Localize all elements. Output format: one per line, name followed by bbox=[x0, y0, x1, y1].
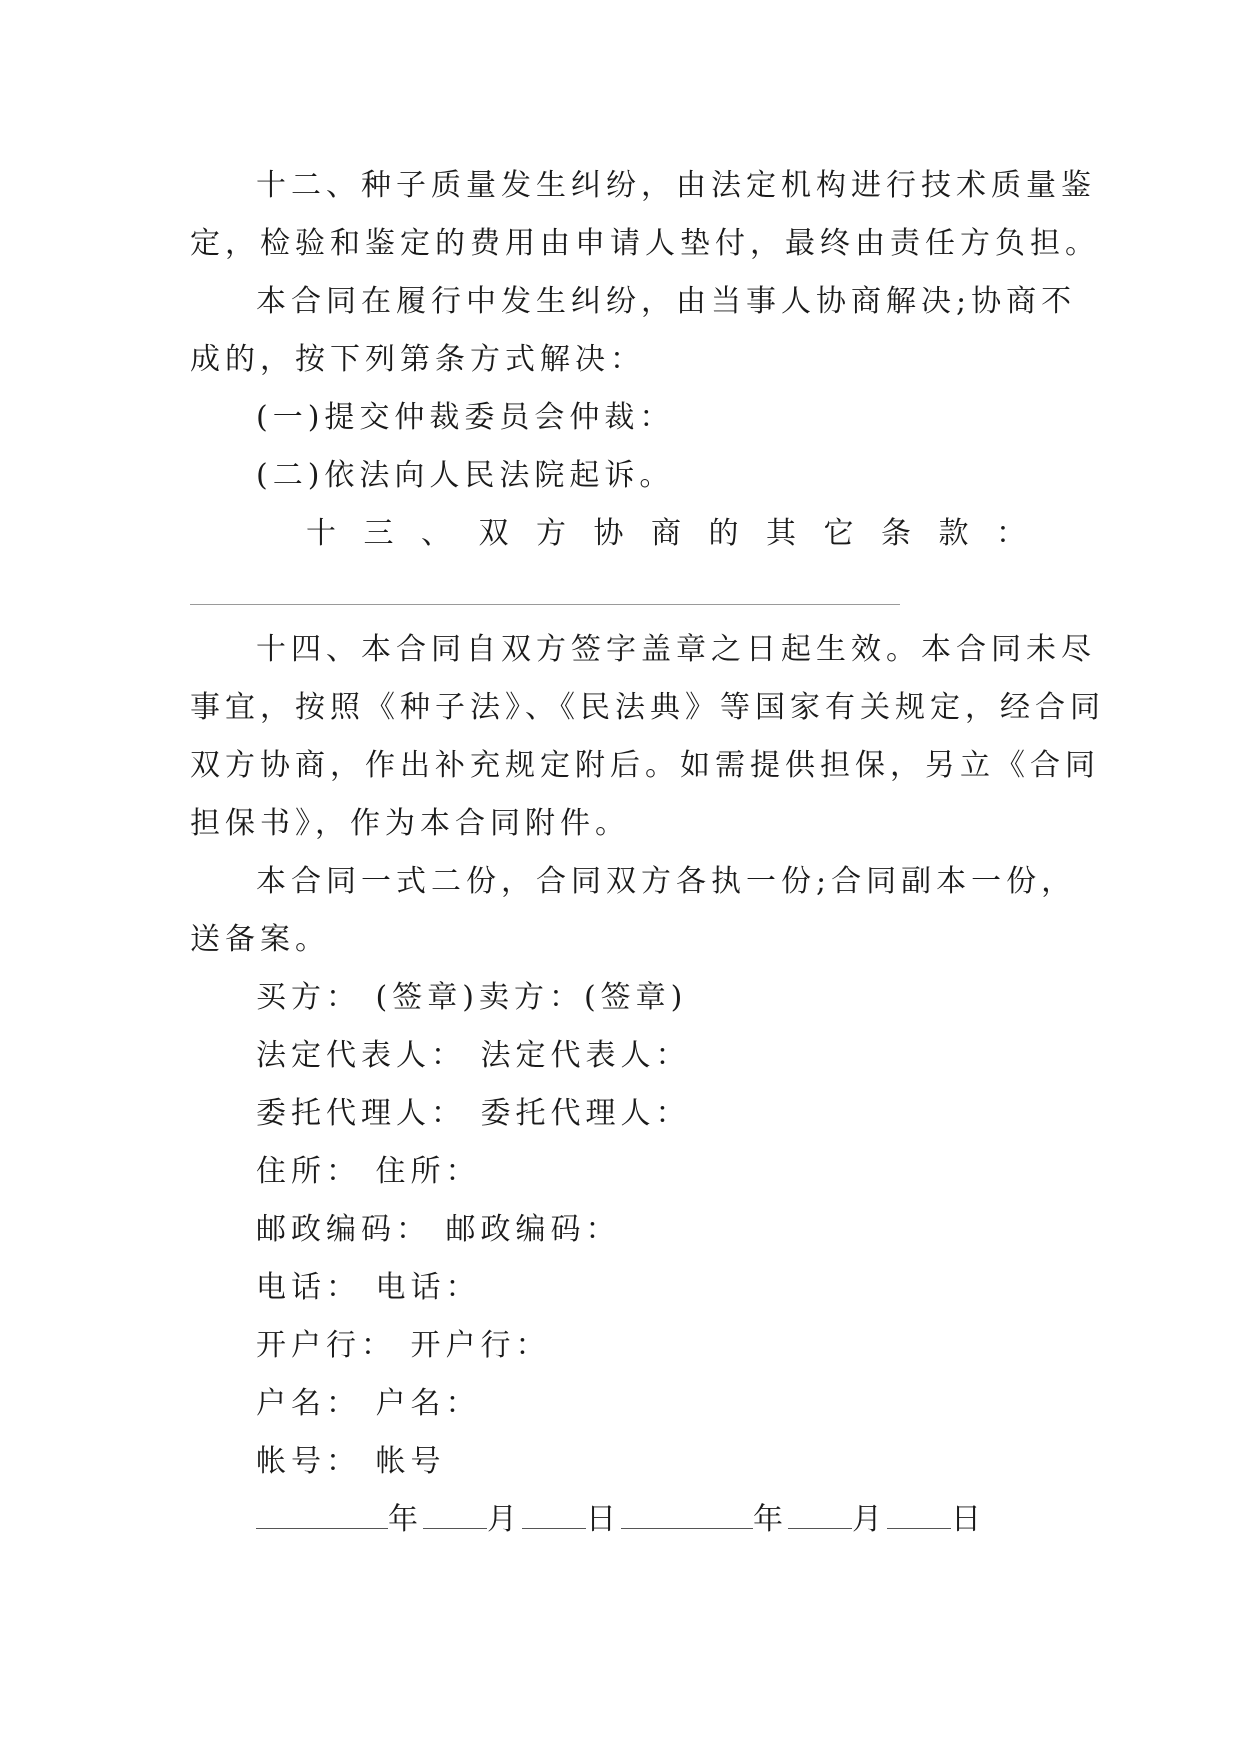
clause-13-char: 、 bbox=[421, 516, 451, 551]
clause-13-char: 双 bbox=[478, 516, 509, 551]
option-arbitration: (一)提交仲裁委员会仲裁： bbox=[256, 400, 675, 435]
year-label: 年 bbox=[388, 1502, 423, 1537]
day-label: 日 bbox=[586, 1502, 621, 1537]
clause-13-char: 它 bbox=[823, 516, 854, 551]
clause-13-char: 其 bbox=[766, 516, 796, 551]
clause-14-line-4: 担保书》，作为本合同附件。 bbox=[190, 806, 630, 841]
date-row bbox=[256, 1500, 1116, 1540]
clause-12-line-1: 十二、种子质量发生纠纷，由法定机构进行技术质量鉴 bbox=[256, 168, 1096, 203]
clause-13-char: 商 bbox=[651, 516, 681, 551]
day-label: 日 bbox=[951, 1502, 986, 1537]
clause-12-line-2: 定，检验和鉴定的费用由申请人垫付，最终由责任方负担。 bbox=[190, 226, 1100, 261]
clause-13-char: 款 bbox=[938, 516, 969, 551]
date-blank bbox=[621, 1500, 753, 1529]
account-number-row: 帐号： 帐号 bbox=[256, 1444, 446, 1479]
dispute-line-2: 成的，按下列第条方式解决： bbox=[190, 342, 645, 377]
phone-row: 电话： 电话： bbox=[256, 1270, 481, 1305]
clause-14-line-2: 事宜，按照《种子法》、《民法典》等国家有关规定，经合同 bbox=[190, 690, 1105, 725]
date-blank bbox=[788, 1500, 852, 1529]
signature-parties: 买方： (签章)卖方：(签章) bbox=[256, 980, 688, 1015]
clause-13-char: 三 bbox=[363, 516, 394, 551]
clause-13-char: 的 bbox=[708, 516, 739, 551]
postcode-row: 邮政编码： 邮政编码： bbox=[256, 1212, 621, 1247]
blank-fill-line bbox=[190, 604, 900, 605]
bank-row: 开户行： 开户行： bbox=[256, 1328, 551, 1363]
date-blank bbox=[522, 1500, 586, 1529]
dispute-line-1: 本合同在履行中发生纠纷，由当事人协商解决;协商不 bbox=[256, 284, 1077, 319]
clause-13-char: 条 bbox=[881, 516, 911, 551]
authorized-agent-row: 委托代理人： 委托代理人： bbox=[256, 1096, 691, 1131]
clause-14-line-1: 十四、本合同自双方签字盖章之日起生效。本合同未尽 bbox=[256, 632, 1096, 667]
account-name-row: 户名： 户名： bbox=[256, 1386, 481, 1421]
clause-13-char: ： bbox=[996, 516, 1026, 551]
copies-line-1: 本合同一式二份，合同双方各执一份;合同副本一份， bbox=[256, 864, 1077, 899]
month-label: 月 bbox=[487, 1502, 522, 1537]
date-blank bbox=[887, 1500, 951, 1529]
clause-13-char: 方 bbox=[536, 516, 566, 551]
year-label: 年 bbox=[753, 1502, 788, 1537]
date-blank bbox=[423, 1500, 487, 1529]
clause-13-char: 十 bbox=[306, 516, 336, 551]
clause-14-line-3: 双方协商，作出补充规定附后。如需提供担保，另立《合同 bbox=[190, 748, 1100, 783]
copies-line-2: 送备案。 bbox=[190, 922, 330, 957]
date-blank bbox=[256, 1500, 388, 1529]
clause-13-char: 协 bbox=[593, 516, 624, 551]
option-court: (二)依法向人民法院起诉。 bbox=[256, 458, 675, 493]
month-label: 月 bbox=[852, 1502, 887, 1537]
clause-13-heading bbox=[306, 514, 1026, 554]
address-row: 住所： 住所： bbox=[256, 1154, 481, 1189]
legal-representative-row: 法定代表人： 法定代表人： bbox=[256, 1038, 691, 1073]
